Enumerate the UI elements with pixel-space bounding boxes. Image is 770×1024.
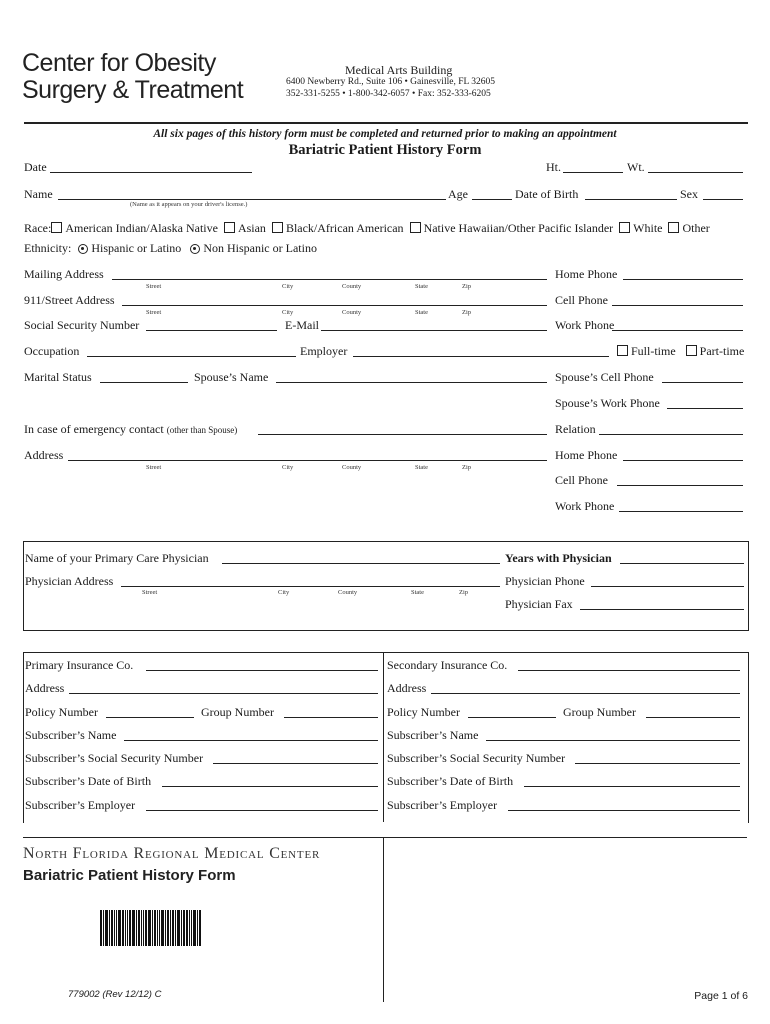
race-row: [24, 221, 710, 236]
insurance-divider: [383, 652, 384, 822]
name-hint: (Name as it appears on your driver's license.): [130, 201, 248, 208]
primary-address-field[interactable]: [69, 693, 378, 694]
emergency-contact-label: In case of emergency contact: [24, 422, 164, 436]
cell-phone-field[interactable]: [612, 305, 743, 306]
dob-field[interactable]: [585, 199, 677, 200]
race-option-label: Native Hawaiian/Other Pacific Islander: [423, 221, 614, 235]
sex-label: Sex: [680, 187, 698, 201]
page-title: Bariatric Patient History Form: [288, 142, 482, 158]
hint-city: City: [282, 464, 294, 471]
primary-subscriber-name-label: Subscriber’s Name: [25, 728, 117, 742]
secondary-subscriber-dob-field[interactable]: [524, 786, 740, 787]
cell-phone-label: Cell Phone: [555, 293, 608, 307]
primary-group-field[interactable]: [284, 717, 378, 718]
footer-divider: [383, 837, 384, 1002]
employment-type-row: [617, 344, 744, 359]
spouse-cell-field[interactable]: [662, 382, 743, 383]
weight-field[interactable]: [648, 172, 743, 173]
relation-field[interactable]: [599, 434, 743, 435]
race-option-label: Asian: [237, 221, 266, 235]
mailing-address-label: Mailing Address: [24, 267, 104, 281]
footer-form-name: Bariatric Patient History Form: [23, 867, 236, 884]
primary-subscriber-dob-label: Subscriber’s Date of Birth: [25, 774, 152, 788]
clinic-phones: 352-331-5255 • 1-800-342-6057 • Fax: 352-333-6205: [286, 89, 491, 99]
hint-county: County: [338, 589, 358, 596]
date-label: Date: [24, 160, 47, 174]
street-address-label: 911/Street Address: [24, 293, 115, 307]
secondary-insurance-label: Secondary Insurance Co.: [387, 658, 508, 672]
secondary-address-field[interactable]: [431, 693, 740, 694]
primary-subscriber-dob-field[interactable]: [162, 786, 378, 787]
race-option-label: Other: [682, 221, 710, 235]
primary-subscriber-name-field[interactable]: [124, 740, 378, 741]
primary-subscriber-employer-field[interactable]: [146, 810, 378, 811]
ssn-label: Social Security Number: [24, 318, 140, 332]
secondary-policy-label: Policy Number: [387, 705, 460, 719]
name-label: Name: [24, 187, 53, 201]
emergency-contact-field[interactable]: [258, 434, 547, 435]
hint-county: County: [342, 283, 362, 290]
hint-street: Street: [146, 464, 162, 471]
relation-label: Relation: [555, 422, 596, 436]
hint-state: State: [415, 464, 428, 471]
work-phone-field[interactable]: [612, 330, 743, 331]
secondary-subscriber-dob-label: Subscriber’s Date of Birth: [387, 774, 514, 788]
pcp-name-field[interactable]: [222, 563, 500, 564]
secondary-subscriber-ssn-field[interactable]: [575, 763, 740, 764]
secondary-subscriber-employer-label: Subscriber’s Employer: [387, 798, 498, 812]
emergency-work-phone-field[interactable]: [619, 511, 743, 512]
primary-address-label: Address: [25, 681, 65, 695]
notice-text: All six pages of this history form must be completed and returned prior to making an appointment: [153, 128, 617, 140]
street-address-field[interactable]: [122, 305, 547, 306]
name-field[interactable]: [58, 199, 446, 200]
spouse-name-field[interactable]: [276, 382, 547, 383]
physician-phone-label: Physician Phone: [505, 574, 585, 588]
primary-subscriber-ssn-field[interactable]: [213, 763, 378, 764]
employer-label: Employer: [300, 344, 348, 358]
ssn-field[interactable]: [146, 330, 277, 331]
hint-zip: Zip: [462, 464, 472, 471]
secondary-subscriber-ssn-label: Subscriber’s Social Security Number: [387, 751, 566, 765]
emergency-home-phone-field[interactable]: [623, 460, 743, 461]
hint-state: State: [415, 283, 428, 290]
race-option-label: Black/African American: [285, 221, 404, 235]
logo-line-1: Center for Obesity: [22, 49, 216, 77]
primary-policy-field[interactable]: [106, 717, 194, 718]
race-checkbox-white[interactable]: [619, 222, 630, 233]
secondary-group-field[interactable]: [646, 717, 740, 718]
primary-subscriber-employer-label: Subscriber’s Employer: [25, 798, 136, 812]
secondary-policy-field[interactable]: [468, 717, 556, 718]
years-with-physician-label: Years with Physician: [505, 551, 612, 565]
physician-fax-field[interactable]: [580, 609, 744, 610]
race-label: Race:: [24, 221, 52, 235]
weight-label: Wt.: [627, 160, 645, 174]
hint-city: City: [278, 589, 290, 596]
hint-street: Street: [146, 283, 162, 290]
full-time-checkbox[interactable]: [617, 345, 628, 356]
spouse-name-label: Spouse’s Name: [194, 370, 269, 384]
emergency-cell-phone-label: Cell Phone: [555, 473, 608, 487]
secondary-insurance-field[interactable]: [518, 670, 740, 671]
ethnicity-radio-non-hispanic[interactable]: [190, 244, 200, 254]
primary-insurance-field[interactable]: [146, 670, 378, 671]
age-label: Age: [448, 187, 468, 201]
race-checkbox-hawaiian[interactable]: [410, 222, 421, 233]
emergency-address-label: Address: [24, 448, 64, 462]
secondary-subscriber-name-label: Subscriber’s Name: [387, 728, 479, 742]
ethnicity-option-label: Hispanic or Latino: [91, 241, 182, 255]
age-field[interactable]: [472, 199, 512, 200]
height-label: Ht.: [546, 160, 561, 174]
emergency-contact-hint: (other than Spouse): [166, 425, 238, 435]
hint-zip: Zip: [462, 309, 472, 316]
full-time-label: Full-time: [631, 344, 676, 358]
footer-rule: [23, 837, 747, 838]
hint-street: Street: [142, 589, 158, 596]
race-checkbox-native[interactable]: [51, 222, 62, 233]
ethnicity-option-label: Non Hispanic or Latino: [203, 241, 317, 255]
years-with-physician-field[interactable]: [620, 563, 744, 564]
race-option-label: American Indian/Alaska Native: [65, 221, 218, 235]
hint-zip: Zip: [462, 283, 472, 290]
hint-county: County: [342, 309, 362, 316]
pcp-name-label: Name of your Primary Care Physician: [25, 551, 209, 565]
primary-policy-label: Policy Number: [25, 705, 98, 719]
header-rule: [24, 122, 748, 124]
spouse-cell-label: Spouse’s Cell Phone: [555, 370, 654, 384]
race-checkbox-asian[interactable]: [224, 222, 235, 233]
primary-insurance-label: Primary Insurance Co.: [25, 658, 134, 672]
clinic-address: 6400 Newberry Rd., Suite 106 • Gainesville, FL 32605: [286, 77, 496, 87]
home-phone-field[interactable]: [623, 279, 743, 280]
logo-line-2: Surgery & Treatment: [22, 76, 244, 104]
sex-field[interactable]: [703, 199, 743, 200]
emergency-contact-row: [24, 422, 237, 437]
height-field[interactable]: [563, 172, 623, 173]
spouse-work-field[interactable]: [667, 408, 743, 409]
ethnicity-radio-hispanic[interactable]: [78, 244, 88, 254]
race-checkbox-black[interactable]: [272, 222, 283, 233]
physician-address-field[interactable]: [121, 586, 500, 587]
hint-city: City: [282, 309, 294, 316]
physician-fax-label: Physician Fax: [505, 597, 573, 611]
email-field[interactable]: [321, 330, 547, 331]
hint-street: Street: [146, 309, 162, 316]
primary-group-label: Group Number: [201, 705, 274, 719]
secondary-group-label: Group Number: [563, 705, 636, 719]
marital-status-label: Marital Status: [24, 370, 92, 384]
race-option-label: White: [633, 221, 663, 235]
occupation-label: Occupation: [24, 344, 80, 358]
emergency-home-phone-label: Home Phone: [555, 448, 618, 462]
hint-state: State: [411, 589, 424, 596]
date-field[interactable]: [50, 172, 252, 173]
occupation-field[interactable]: [87, 356, 296, 357]
secondary-subscriber-name-field[interactable]: [486, 740, 740, 741]
work-phone-label: Work Phone: [555, 318, 615, 332]
building-name: Medical Arts Building: [345, 63, 453, 77]
part-time-checkbox[interactable]: [686, 345, 697, 356]
marital-status-field[interactable]: [100, 382, 188, 383]
race-checkbox-other[interactable]: [668, 222, 679, 233]
ethnicity-row: [24, 241, 317, 256]
emergency-work-phone-label: Work Phone: [555, 499, 615, 513]
hint-state: State: [415, 309, 428, 316]
form-number: 779002 (Rev 12/12) C: [68, 989, 162, 1000]
hint-zip: Zip: [459, 589, 469, 596]
emergency-address-field[interactable]: [68, 460, 547, 461]
home-phone-label: Home Phone: [555, 267, 618, 281]
dob-label: Date of Birth: [515, 187, 579, 201]
ethnicity-label: Ethnicity:: [24, 241, 72, 255]
hospital-name: North Florida Regional Medical Center: [23, 845, 321, 862]
barcode: [100, 910, 202, 946]
physician-phone-field[interactable]: [591, 586, 744, 587]
hint-county: County: [342, 464, 362, 471]
employer-field[interactable]: [353, 356, 609, 357]
hint-city: City: [282, 283, 294, 290]
part-time-label: Part-time: [699, 344, 745, 358]
physician-address-label: Physician Address: [25, 574, 114, 588]
page-number: Page 1 of 6: [694, 990, 748, 1002]
email-label: E-Mail: [285, 318, 319, 332]
mailing-address-field[interactable]: [112, 279, 547, 280]
spouse-work-label: Spouse’s Work Phone: [555, 396, 660, 410]
secondary-subscriber-employer-field[interactable]: [508, 810, 740, 811]
primary-subscriber-ssn-label: Subscriber’s Social Security Number: [25, 751, 204, 765]
emergency-cell-phone-field[interactable]: [617, 485, 743, 486]
secondary-address-label: Address: [387, 681, 427, 695]
